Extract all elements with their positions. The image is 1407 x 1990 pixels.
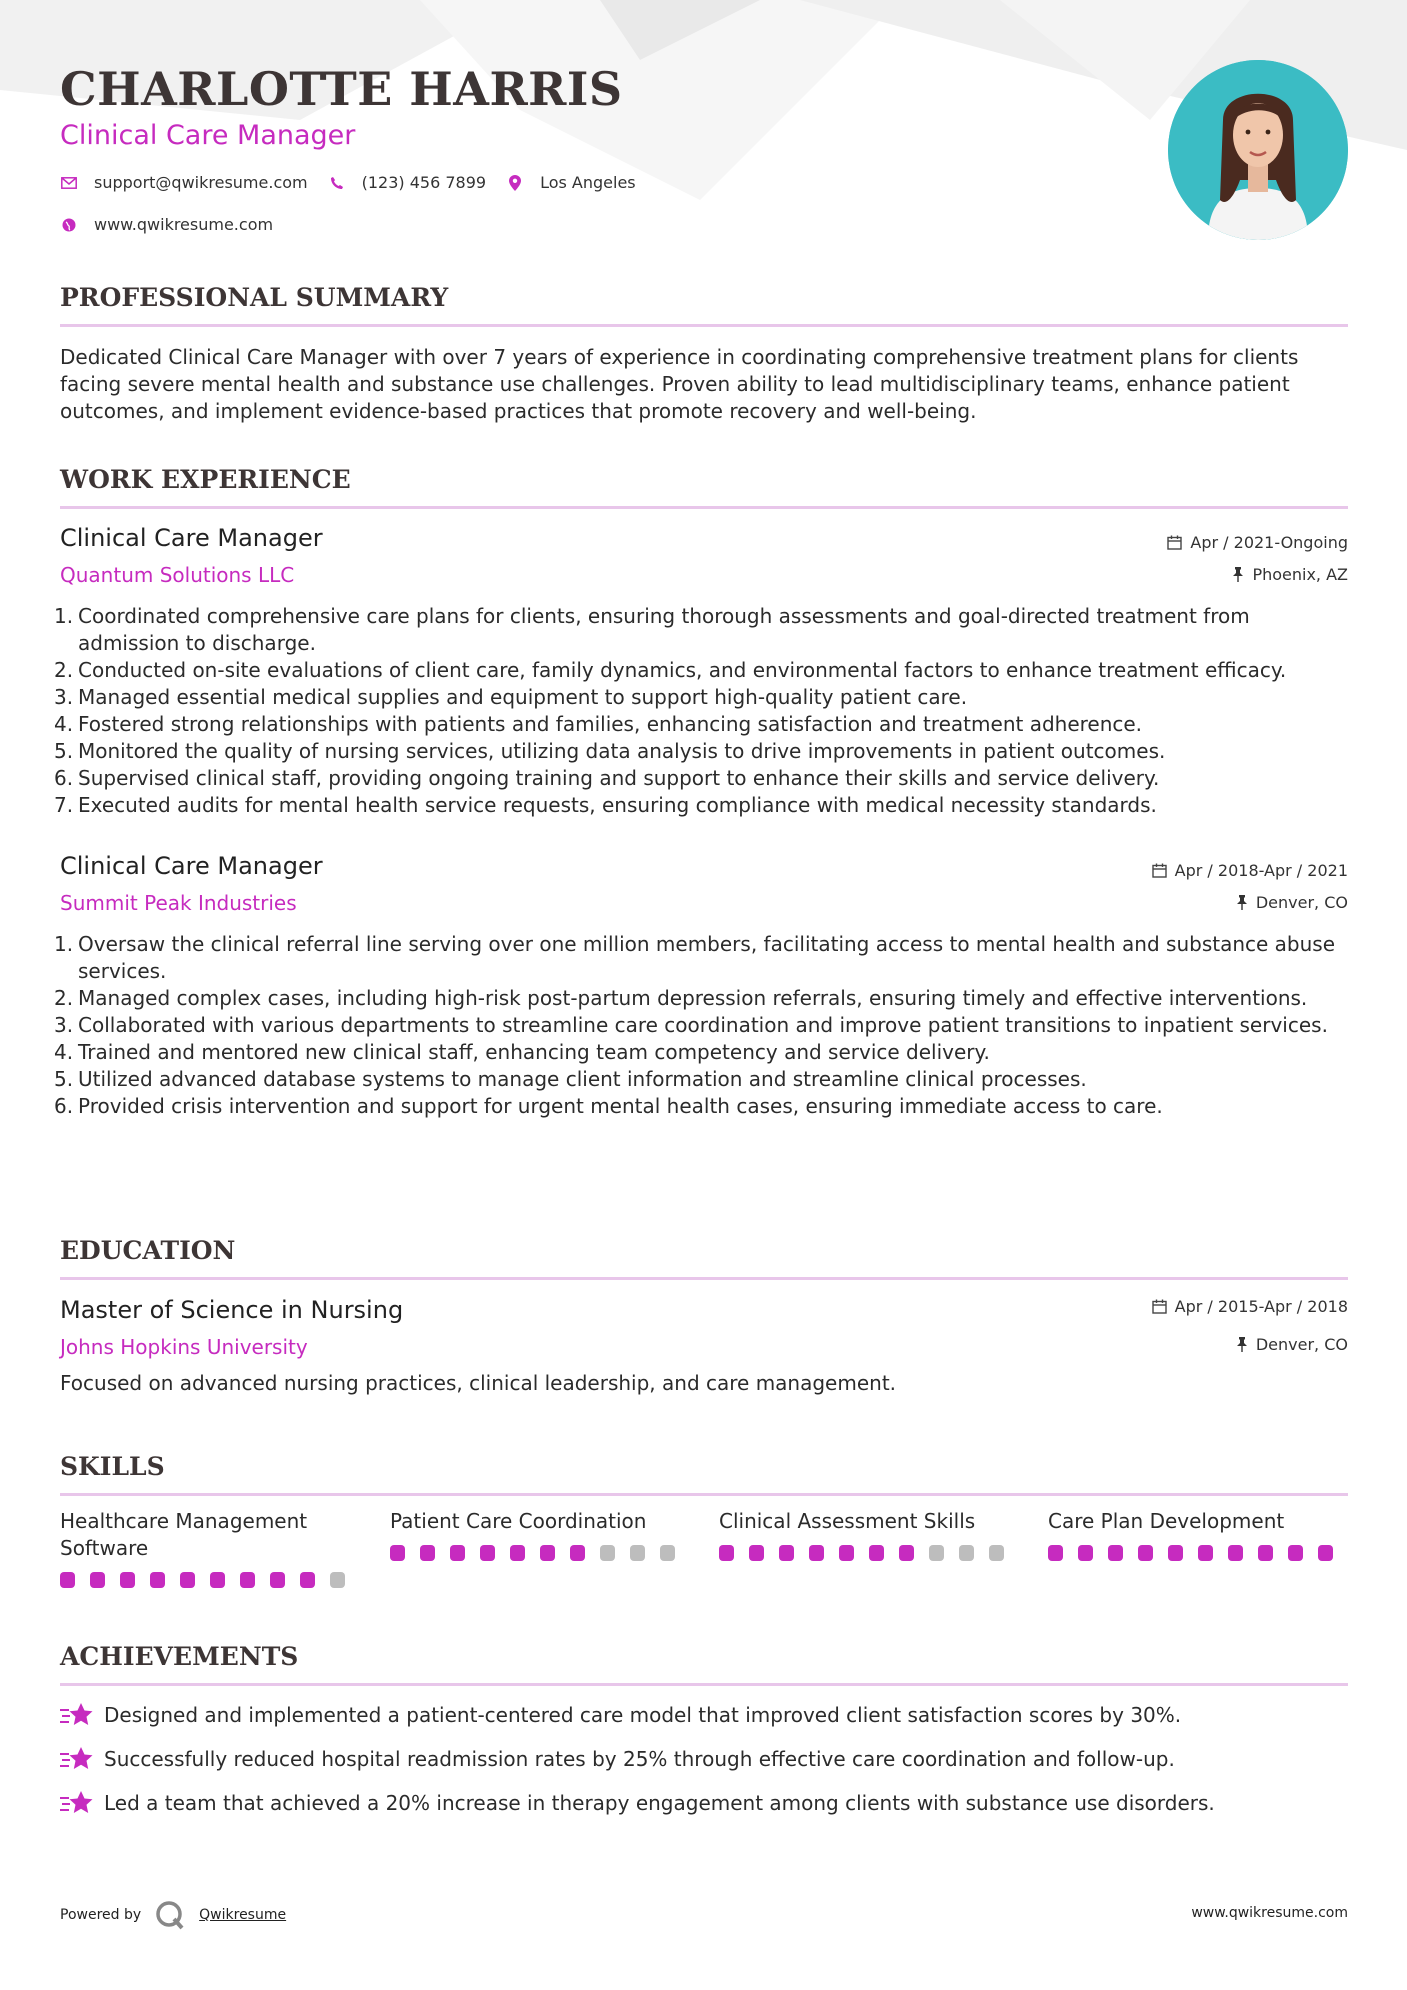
skill-dot-filled [1138,1545,1153,1561]
skill-dot-filled [210,1572,225,1588]
skill-label: Patient Care Coordination [390,1509,647,1533]
list-item: 5. Monitored the quality of nursing services, utilizing data analysis to drive improvements in patient outcomes. [54,739,1166,763]
skill-item [60,1508,360,1588]
job-dates-text: Apr / 2021-Ongoing [1190,533,1348,552]
section-heading-education: EDUCATION [60,1236,1348,1280]
calendar-icon [1152,863,1167,878]
company-name: Summit Peak Industries [60,891,297,915]
achievement-text: Designed and implemented a patient-centered care model that improved client satisfaction scores by 30%. [104,1703,1182,1727]
achievement-text: Led a team that achieved a 20% increase in therapy engagement among clients with substance use disorders. [104,1791,1215,1815]
website-text: www.qwikresume.com [94,215,274,234]
skill-dot-filled [1228,1545,1243,1561]
list-item: 5. Utilized advanced database systems to manage client information and streamline clinical processes. [54,1067,1087,1091]
list-item: 6. Provided crisis intervention and support for urgent mental health cases, ensuring immediate access to care. [54,1094,1163,1118]
list-item: 4. Trained and mentored new clinical staff, enhancing team competency and service delivery. [54,1040,990,1064]
footer-powered-by [60,1900,286,1930]
skill-dot-empty [630,1545,645,1561]
skill-dot-filled [1048,1545,1063,1561]
list-item: 1. Oversaw the clinical referral line serving over one million members, facilitating access to mental health and substance abuse services. [54,932,1336,983]
job-location-text: Denver, CO [1255,893,1348,912]
skill-dot-empty [989,1545,1004,1561]
skill-dot-filled [899,1545,914,1561]
contact-row-website [60,215,293,234]
school-name: Johns Hopkins University [60,1335,308,1359]
resume-page [54,0,1348,1990]
job-location [1236,893,1348,912]
location-text: Los Angeles [540,173,636,192]
email-text: support@qwikresume.com [94,173,308,192]
skill-level-meter [719,1545,1019,1561]
skill-dot-filled [180,1572,195,1588]
profile-photo [1168,60,1348,240]
job-location [1232,565,1348,584]
contact-phone[interactable] [328,173,486,192]
skill-dot-filled [1198,1545,1213,1561]
skill-dot-filled [749,1545,764,1561]
envelope-icon [60,174,78,192]
skill-dot-filled [90,1572,105,1588]
skill-dot-filled [270,1572,285,1588]
calendar-icon [1152,1299,1167,1314]
pushpin-icon [1236,895,1248,910]
skill-level-meter [1048,1545,1348,1561]
job-dates [1167,533,1348,552]
list-item: 2. Managed complex cases, including high-risk post-partum depression referrals, ensuring timely and effective interventions. [54,986,1308,1010]
education-dates-text: Apr / 2015-Apr / 2018 [1174,1297,1348,1316]
job-bullets [54,931,1348,1120]
skill-dot-filled [1288,1545,1303,1561]
contact-row [60,173,656,192]
skill-item [719,1508,1019,1561]
skill-item [1048,1508,1348,1561]
skill-dot-empty [929,1545,944,1561]
degree-title: Master of Science in Nursing [60,1296,404,1324]
contact-website[interactable] [60,215,273,234]
list-item: 3. Managed essential medical supplies and equipment to support high-quality patient care. [54,685,968,709]
skill-dot-filled [240,1572,255,1588]
star-icon [60,1790,94,1816]
job-title: Clinical Care Manager [60,524,323,552]
education-location [1236,1335,1348,1354]
skill-dot-filled [839,1545,854,1561]
list-item: 2. Conducted on-site evaluations of client care, family dynamics, and environmental factors to enhance treatment efficacy. [54,658,1287,682]
list-item: 4. Fostered strong relationships with patients and families, enhancing satisfaction and treatment adherence. [54,712,1143,736]
candidate-name: CHARLOTTE HARRIS [60,62,623,116]
skill-dot-filled [420,1545,435,1561]
skill-label: Healthcare Management Software [60,1509,308,1560]
skill-dot-filled [1168,1545,1183,1561]
skill-dot-filled [480,1545,495,1561]
skill-dot-filled [1108,1545,1123,1561]
map-pin-icon [506,174,524,192]
skill-dot-empty [959,1545,974,1561]
section-heading-experience: WORK EXPERIENCE [60,465,1348,509]
skill-dot-filled [570,1545,585,1561]
calendar-icon [1167,535,1182,550]
skill-dot-filled [120,1572,135,1588]
skill-label: Care Plan Development [1048,1509,1285,1533]
education-description: Focused on advanced nursing practices, clinical leadership, and care management. [60,1371,897,1395]
skill-dot-filled [719,1545,734,1561]
skill-dot-filled [540,1545,555,1561]
education-dates [1152,1297,1348,1316]
candidate-title: Clinical Care Manager [60,120,356,151]
skill-dot-filled [1318,1545,1333,1561]
brand-link[interactable]: Qwikresume [199,1907,287,1923]
star-icon [60,1702,94,1728]
skill-dot-filled [450,1545,465,1561]
skill-dot-filled [150,1572,165,1588]
achievement-item [60,1790,1215,1816]
skill-dot-empty [660,1545,675,1561]
skill-dot-filled [60,1572,75,1588]
skill-level-meter [60,1572,360,1588]
list-item: 7. Executed audits for mental health service requests, ensuring compliance with medical necessity standards. [54,793,1157,817]
phone-icon [328,174,346,192]
skill-dot-empty [600,1545,615,1561]
skill-label: Clinical Assessment Skills [719,1509,976,1533]
powered-by-label: Powered by [60,1907,142,1923]
skill-dot-filled [869,1545,884,1561]
skill-dot-filled [390,1545,405,1561]
skill-dot-filled [779,1545,794,1561]
job-dates-text: Apr / 2018-Apr / 2021 [1174,861,1348,880]
section-heading-skills: SKILLS [60,1452,1348,1496]
globe-icon [60,216,78,234]
skill-item [390,1508,690,1561]
job-location-text: Phoenix, AZ [1252,565,1348,584]
achievement-item [60,1702,1181,1728]
skill-dot-filled [1258,1545,1273,1561]
job-title: Clinical Care Manager [60,852,323,880]
job-bullets [54,603,1348,819]
qwikresume-logo-icon [155,1900,185,1930]
pushpin-icon [1232,567,1244,582]
skill-dot-empty [330,1572,345,1588]
achievement-text: Successfully reduced hospital readmission rates by 25% through effective care coordination and follow-up. [104,1747,1175,1771]
contact-location [506,173,636,192]
pushpin-icon [1236,1337,1248,1352]
phone-text: (123) 456 7899 [361,173,487,192]
company-name: Quantum Solutions LLC [60,563,295,587]
skill-dot-filled [300,1572,315,1588]
job-dates [1152,861,1348,880]
footer-site-link[interactable]: www.qwikresume.com [1191,1905,1348,1921]
contact-email[interactable] [60,173,308,192]
skill-level-meter [390,1545,690,1561]
section-heading-achievements: ACHIEVEMENTS [60,1642,1348,1686]
skill-dot-filled [1078,1545,1093,1561]
skill-dot-filled [510,1545,525,1561]
summary-text: Dedicated Clinical Care Manager with over 7 years of experience in coordinating comprehensive treatment plans for clients facing severe mental health and substance use challenges. Proven ability to lead multidisciplinary teams, enhance patient outcomes, and implement evidence-based practices that promote recovery and well-being. [60,345,1299,423]
list-item: 1. Coordinated comprehensive care plans for clients, ensuring thorough assessments and goal-directed treatment from admission to discharge. [54,604,1250,655]
skill-dot-filled [809,1545,824,1561]
education-location-text: Denver, CO [1255,1335,1348,1354]
list-item: 3. Collaborated with various departments to streamline care coordination and improve patient transitions to inpatient services. [54,1013,1328,1037]
section-heading-summary: PROFESSIONAL SUMMARY [60,283,1348,327]
achievement-item [60,1746,1175,1772]
list-item: 6. Supervised clinical staff, providing ongoing training and support to enhance their skills and service delivery. [54,766,1160,790]
star-icon [60,1746,94,1772]
